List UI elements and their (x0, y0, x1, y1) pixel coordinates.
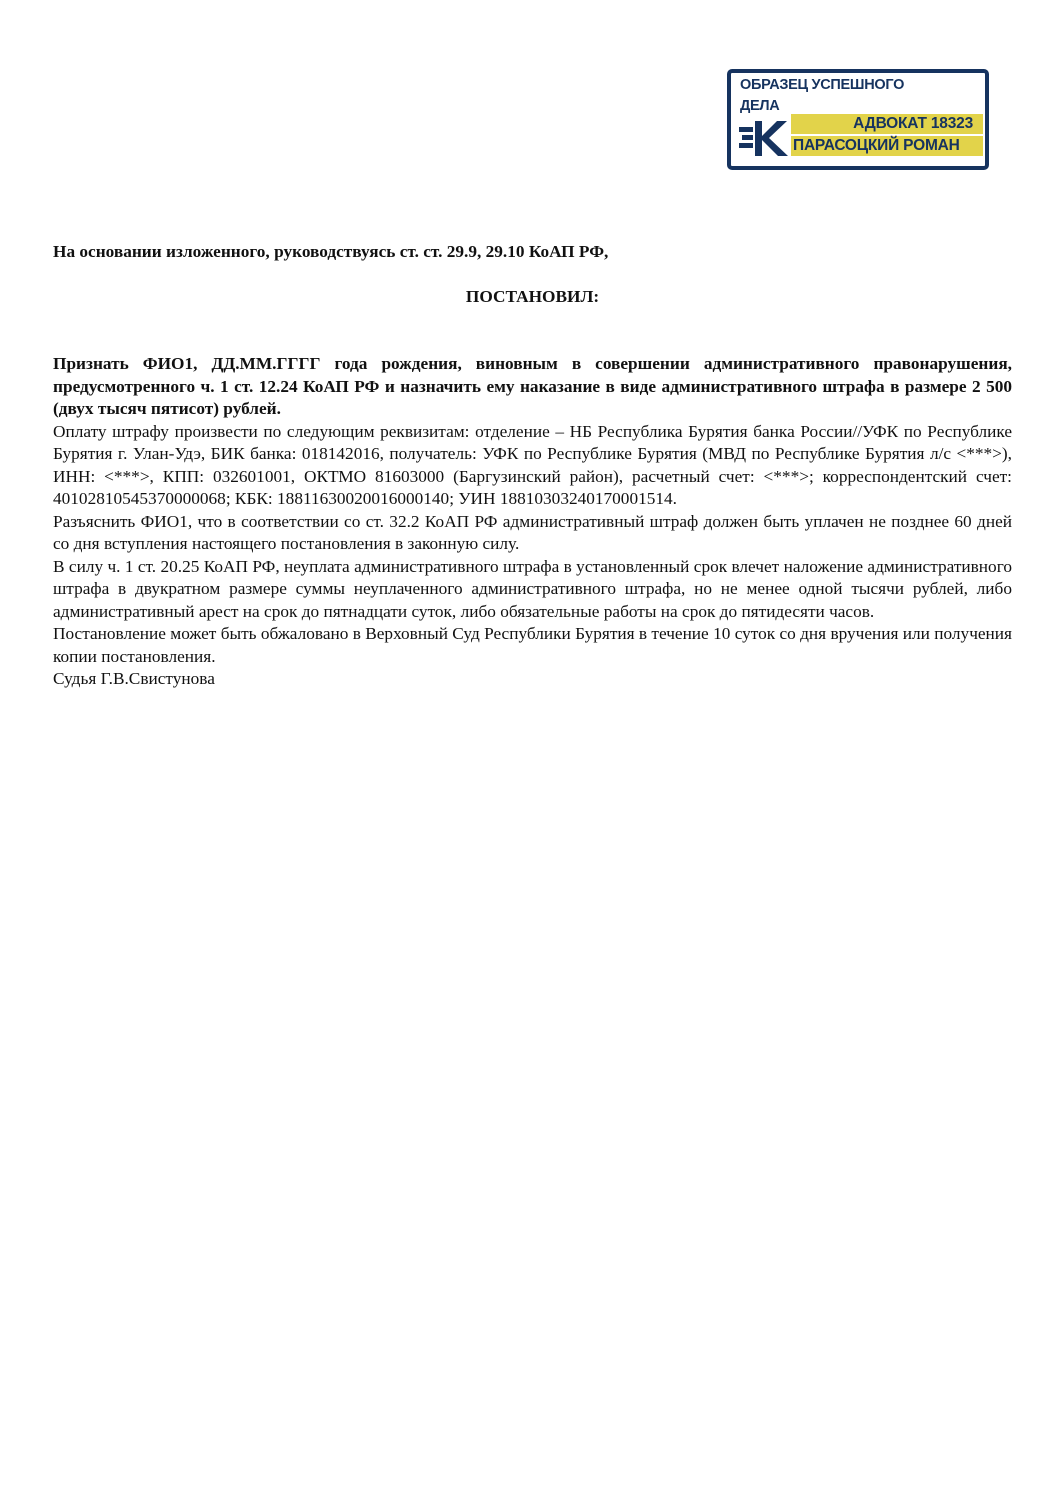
judge-signature: Судья Г.В.Свистунова (53, 669, 215, 688)
verdict-paragraph: Признать ФИО1, ДД.ММ.ГГГГ года рождения, виновным в совершении административного правонарушения, предусмотренного ч. 1 ст. 12.24 КоАП РФ и назначить ему наказание в виде административного штрафа в размере 2 500 (двух тысяч пятисот) рублей. (53, 354, 1012, 418)
law-firm-emblem-icon (739, 119, 795, 157)
logo-caption-line2: ДЕЛА (740, 98, 780, 114)
watermark-logo (727, 69, 989, 170)
non-payment-consequences-paragraph: В силу ч. 1 ст. 20.25 КоАП РФ, неуплата административного штрафа в установленный срок влечет наложение административного штрафа в двукратном размере суммы неуплаченного административного штрафа, но не менее одной тысячи рублей, либо административный арест на срок до пятнадцати суток, либо обязательные работы на срок до пятидесяти часов. (53, 556, 1012, 621)
appeal-paragraph: Постановление может быть обжаловано в Верховный Суд Республики Бурятия в течение 10 суток со дня вручения или получения копии постановления. (53, 624, 1012, 666)
ruling-body (53, 353, 1012, 691)
payment-details-paragraph: Оплату штрафу произвести по следующим реквизитам: отделение – НБ Республика Бурятия банка России//УФК по Республике Бурятия г. Улан-Удэ, БИК банка: 018142016, получатель: УФК по Республике Бурятия (МВД по Республике Бурятия л/с <***>), ИНН: <***>, КПП: 032601001, ОКТМО 81603000 (Баргузинский район), расчетный счет: <***>; корреспондентский счет: 40102810545370000068; КБК: 18811630020016000140; УИН 18810303240170001514. (53, 421, 1012, 508)
ruling-heading: ПОСТАНОВИЛ: (465, 287, 600, 306)
payment-deadline-paragraph: Разъяснить ФИО1, что в соответствии со ст. 32.2 КоАП РФ административный штраф должен быть уплачен не позднее 60 дней со дня вступления настоящего постановления в законную силу. (53, 511, 1012, 553)
logo-band-advocate: АДВОКАТ 18323 (791, 114, 983, 134)
logo-band-name: ПАРАСОЦКИЙ РОМАН (791, 136, 983, 156)
basis-paragraph: На основании изложенного, руководствуясь ст. ст. 29.9, 29.10 КоАП РФ, (53, 242, 609, 261)
logo-caption-line1: ОБРАЗЕЦ УСПЕШНОГО (740, 77, 905, 93)
